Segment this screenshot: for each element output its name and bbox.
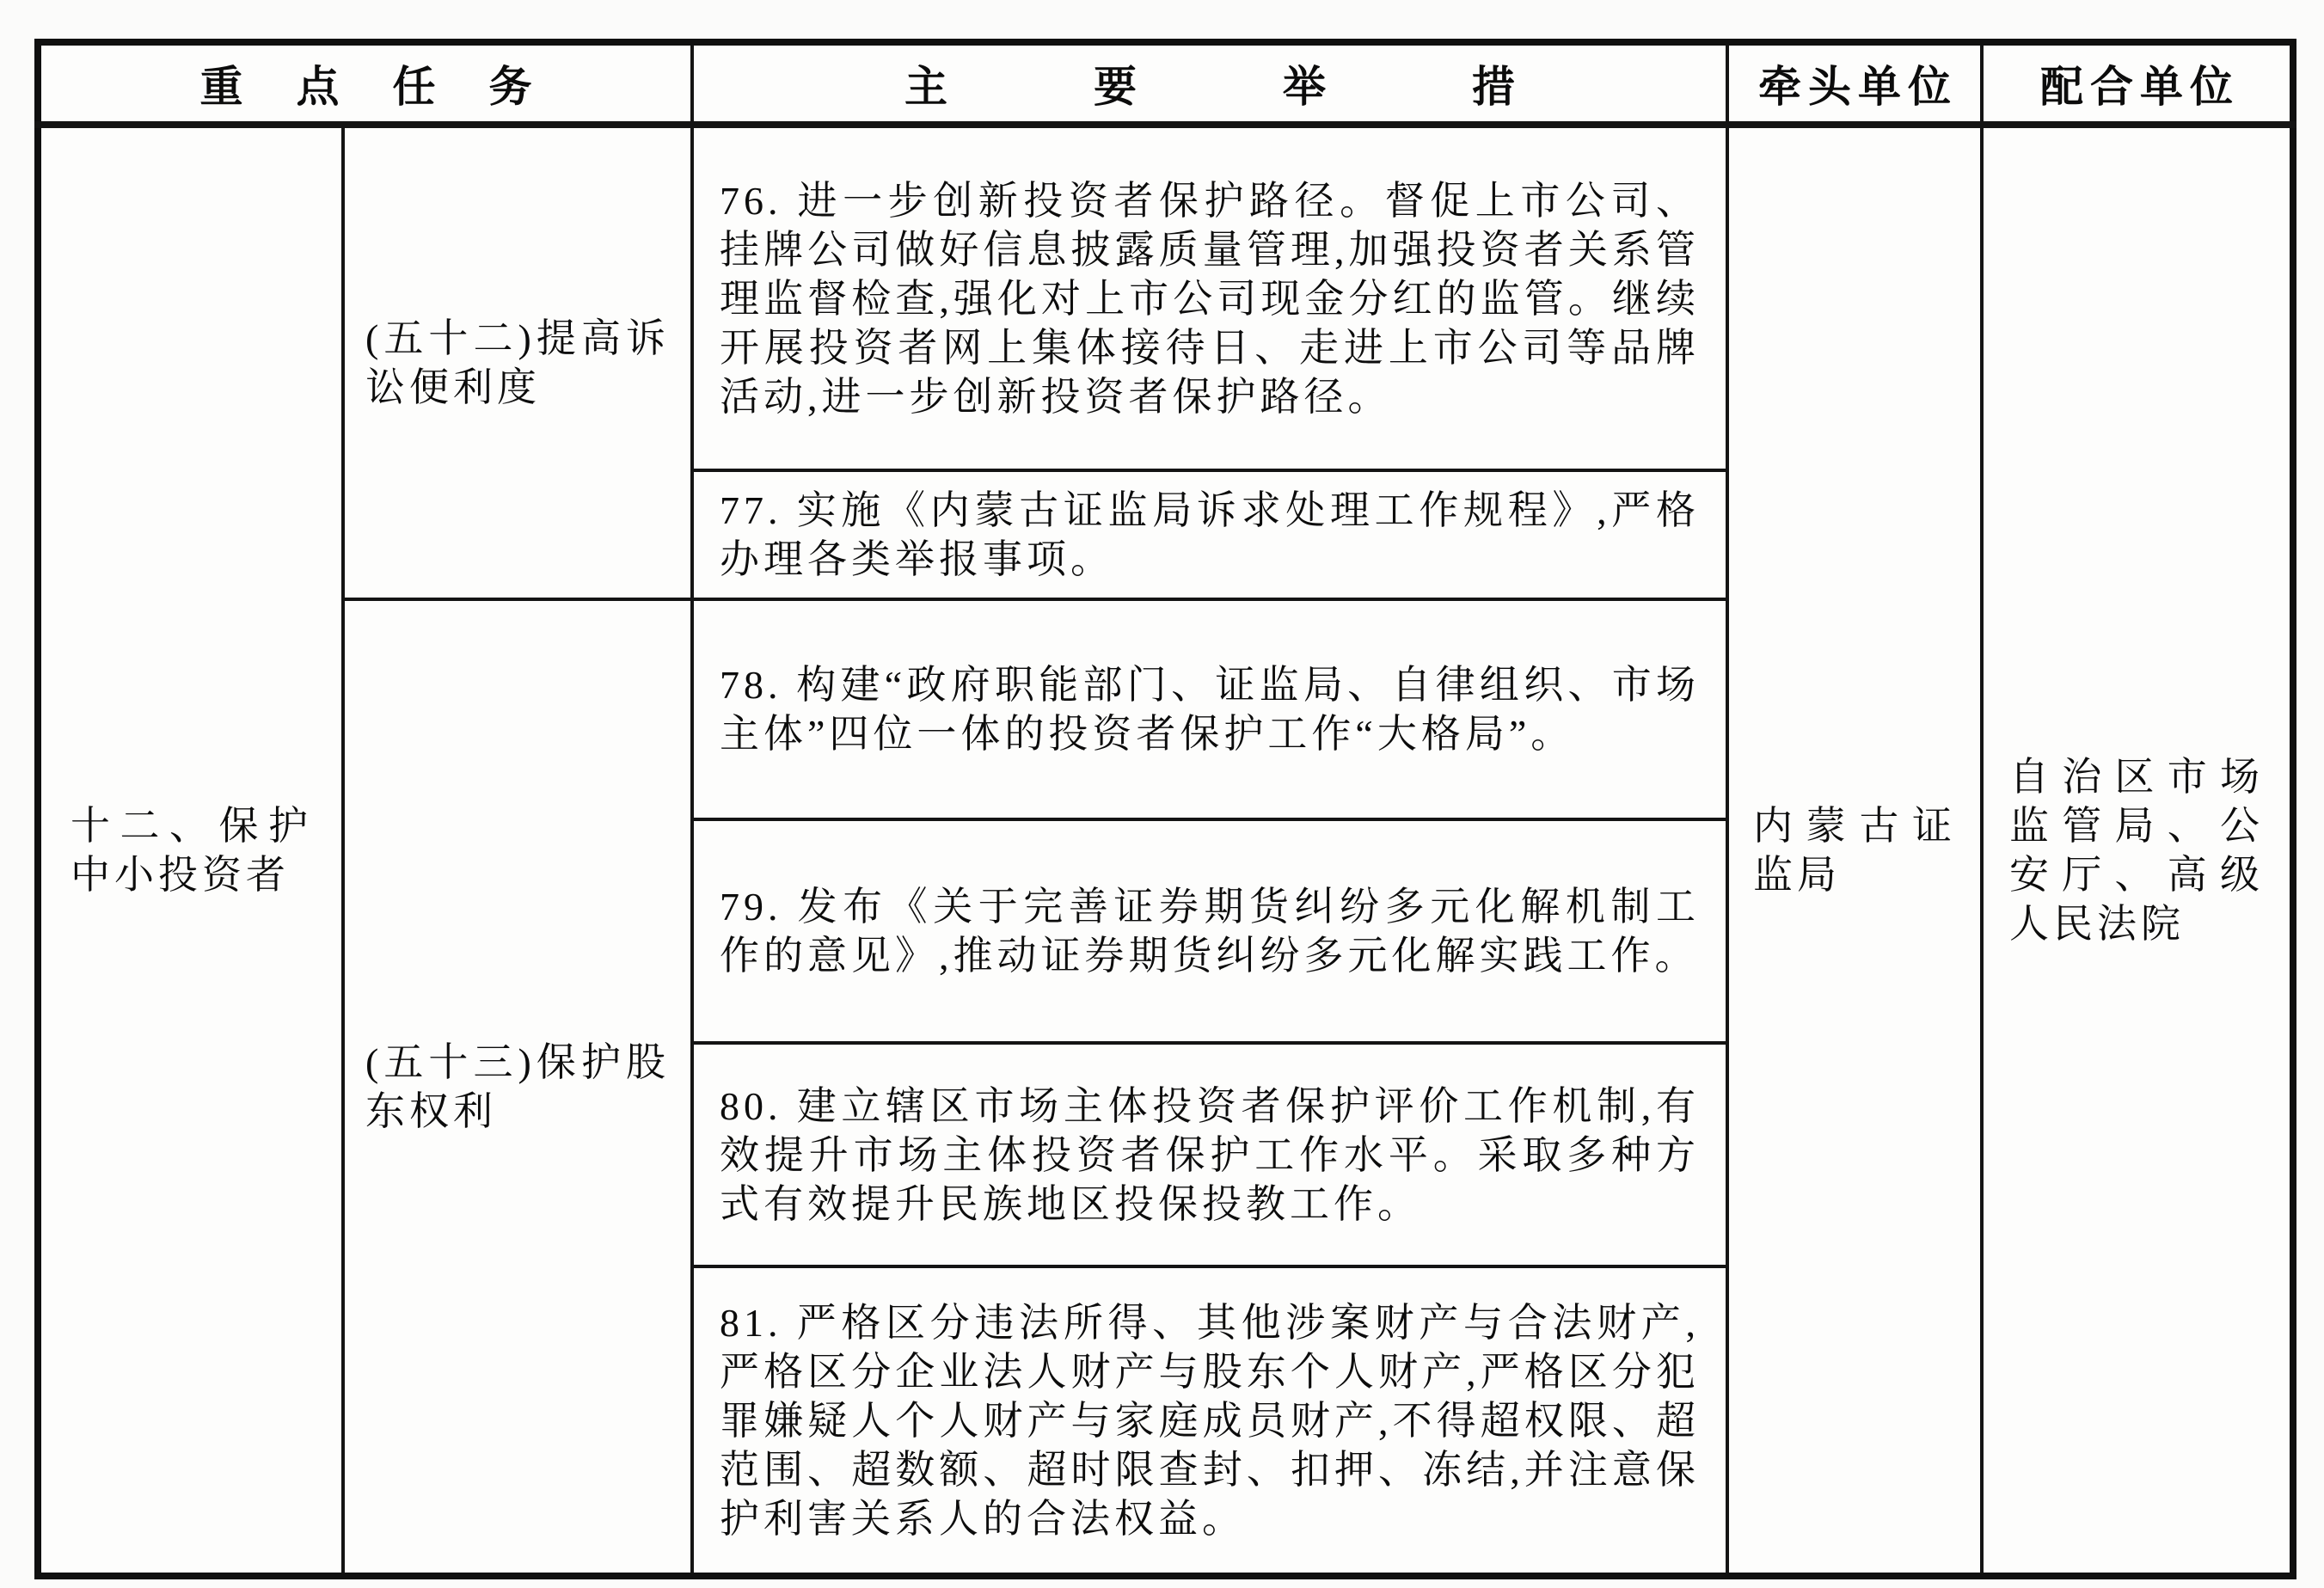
measure-76-text: 76. 进一步创新投资者保护路径。督促上市公司、挂牌公司做好信息披露质量管理,加强投资者关系管理监督检查,强化对上市公司现金分红的监管。继续开展投资者网上集体接待日、走进上市公司等品牌活动,进一步创新投资者保护路径。 [692, 125, 1727, 470]
header-key-tasks: 重点任务 [38, 42, 692, 125]
measure-81-text: 81. 严格区分违法所得、其他涉案财产与合法财产,严格区分企业法人财产与股东个人财产,严格区分犯罪嫌疑人个人财产与家庭成员财产,不得超权限、超范围、超数额、超时限查封、扣押、冻结,并注意保护利害关系人的合法权益。 [692, 1266, 1727, 1576]
subtask-53-label: (五十三)保护股东权利 [343, 599, 692, 1576]
measure-80-text: 80. 建立辖区市场主体投资者保护评价工作机制,有效提升市场主体投资者保护工作水平。采取多种方式有效提升民族地区投保投教工作。 [692, 1043, 1727, 1266]
header-lead-unit: 牵头单位 [1727, 42, 1982, 125]
measure-77-text: 77. 实施《内蒙古证监局诉求处理工作规程》,严格办理各类举报事项。 [692, 470, 1727, 599]
measure-78-text: 78. 构建“政府职能部门、证监局、自律组织、市场主体”四位一体的投资者保护工作“大格局”。 [692, 599, 1727, 819]
header-support-unit: 配合单位 [1982, 42, 2293, 125]
measure-79-text: 79. 发布《关于完善证券期货纠纷多元化解机制工作的意见》,推动证券期货纠纷多元化解实践工作。 [692, 819, 1727, 1043]
table-row-measure-76 [38, 125, 2293, 470]
header-main-measures: 主要举措 [692, 42, 1727, 125]
subtask-52-label: (五十二)提高诉讼便利度 [343, 125, 692, 599]
task-division-table [34, 39, 2296, 1579]
lead-unit-cell: 内蒙古证监局 [1727, 125, 1982, 1576]
task-group-label: 十二、保护中小投资者 [38, 125, 343, 1576]
table-header-row [38, 42, 2293, 125]
support-unit-cell: 自治区市场监管局、公安厅、高级人民法院 [1982, 125, 2293, 1576]
